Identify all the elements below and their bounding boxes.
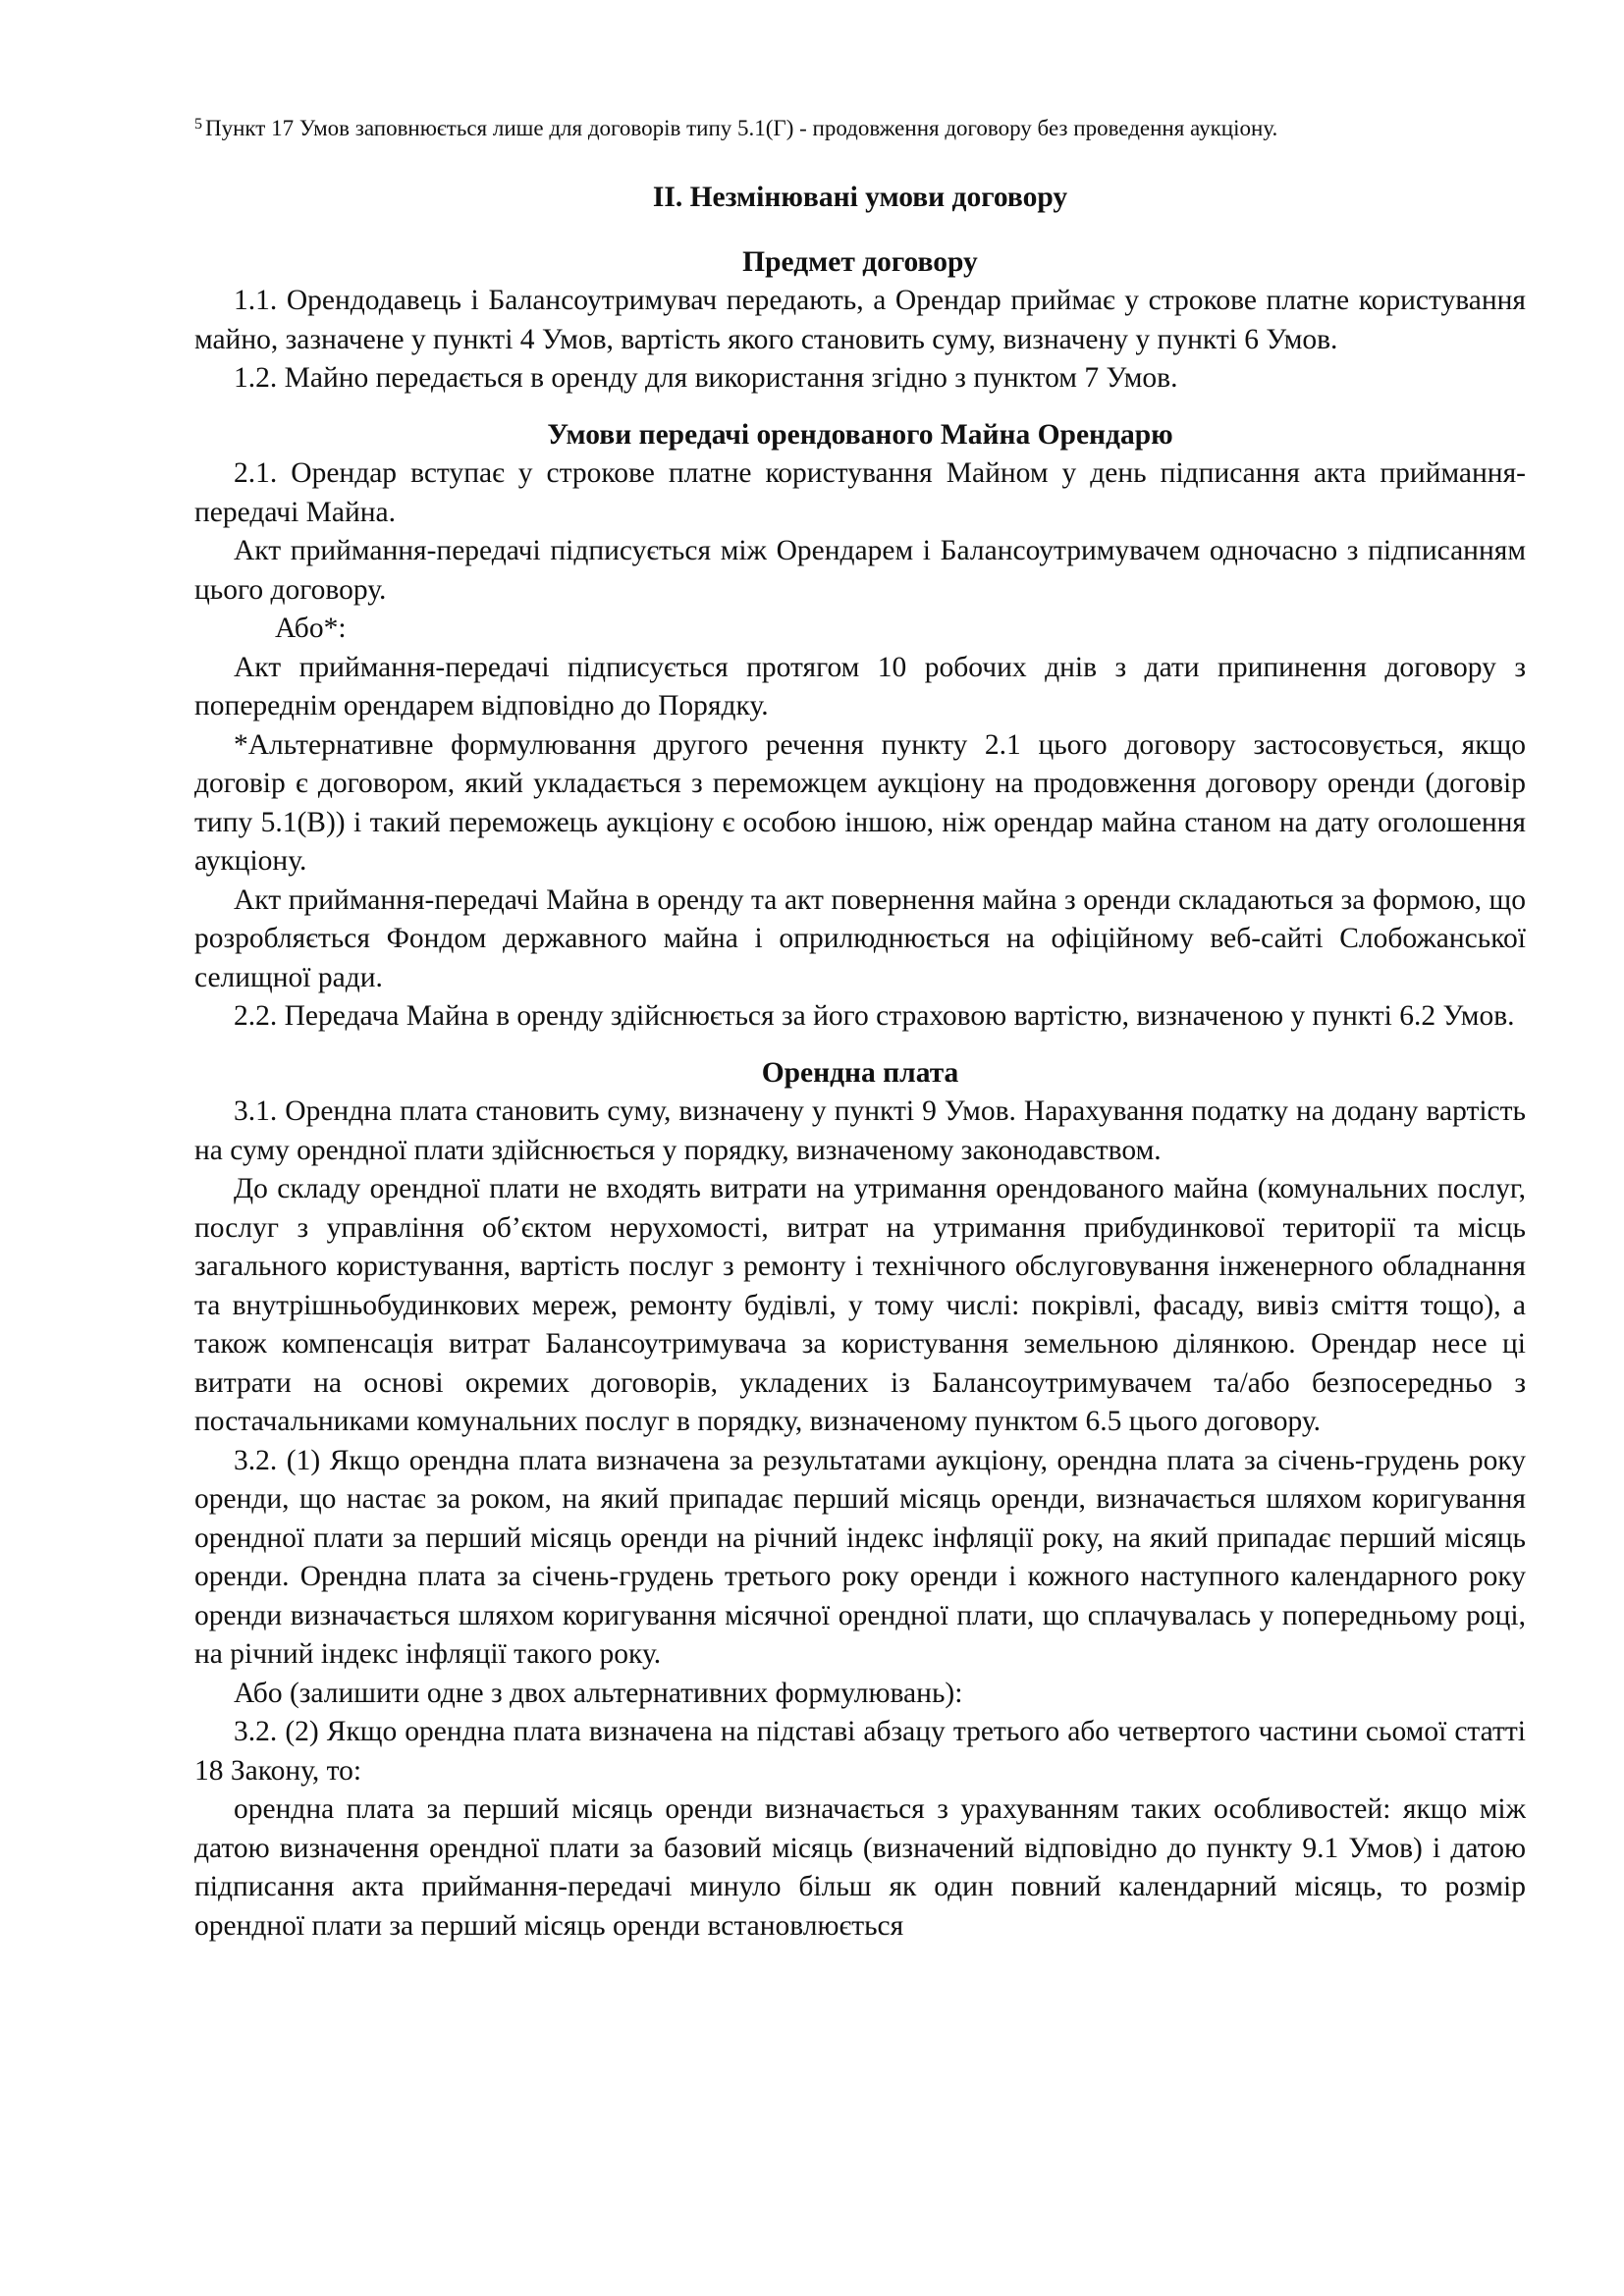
paragraph-3-1: 3.1. Орендна плата становить суму, визначену у пункті 9 Умов. Нарахування податку на додану вартість на суму орендної плати здійснюється у порядку, визначеному законодавством. bbox=[194, 1095, 1526, 1166]
paragraph-1-1: 1.1. Орендодавець і Балансоутримувач передають, а Орендар приймає у строкове платне користування майно, зазначене у пункті 4 Умов, вартість якого становить суму, визначену у пункті 6 Умов. bbox=[194, 285, 1526, 355]
paragraph-act-form: Акт приймання-передачі Майна в оренду та акт повернення майна з оренди складаються за формою, що розробляється Фондом державного майна і оприлюднюється на офіційному веб-сайті Слобожанської селищної ради. bbox=[194, 883, 1526, 993]
footnote-marker: 5 bbox=[194, 116, 202, 133]
footnote-text: Пункт 17 Умов заповнюється лише для договорів типу 5.1(Г) - продовження договору без проведення аукціону. bbox=[205, 116, 1278, 140]
paragraph-first-month-rent: орендна плата за перший місяць оренди визначається з урахуванням таких особливостей: якщо між датою визначення орендної плати за базовий місяць (визначений відповідно до пункту 9.1 Умов) і датою підписання акта приймання-передачі минуло більш як один повний календарний місяць, то розмір орендної плати за перший місяць оренди встановлюється bbox=[194, 1793, 1526, 1942]
paragraph-3-2-2: 3.2. (2) Якщо орендна плата визначена на підставі абзацу третього або четвертого частини сьомої статті 18 Закону, то: bbox=[194, 1716, 1526, 1787]
heading-transfer-conditions: Умови передачі орендованого Майна Орендарю bbox=[547, 418, 1173, 451]
section-title: ІІ. Незмінювані умови договору bbox=[652, 182, 1068, 213]
paragraph-act-signing: Акт приймання-передачі підписується між Орендарем і Балансоутримувачем одночасно з підписанням цього договору. bbox=[194, 535, 1526, 606]
paragraph-alternative-note: *Альтернативне формулювання другого речення пункту 2.1 цього договору застосовується, якщо договір є договором, який укладається з переможцем аукціону на продовження договору оренди (договір типу 5.1(В)) і такий переможець аукціону є особою іншою, ніж орендар майна станом на дату оголошення аукціону. bbox=[194, 728, 1526, 877]
paragraph-or: Або*: bbox=[275, 613, 347, 644]
paragraph-or-alternative: Або (залишити одне з двох альтернативних формулювань): bbox=[234, 1677, 963, 1709]
paragraph-3-2-1: 3.2. (1) Якщо орендна плата визначена за результатами аукціону, орендна плата за січень-грудень року оренди, що настає за роком, на який припадає перший місяць оренди, визначається шляхом коригування орендної плати за перший місяць оренди на річний індекс інфляції року, на який припадає перший місяць оренди. Орендна плата за січень-грудень третього року оренди і кожного наступного календарного року оренди визначається шляхом коригування місячної орендної плати, що сплачувалась у попередньому році, на річний індекс інфляції такого року. bbox=[194, 1444, 1526, 1670]
paragraph-1-2: 1.2. Майно передається в оренду для використання згідно з пунктом 7 Умов. bbox=[234, 362, 1178, 394]
paragraph-act-alternative: Акт приймання-передачі підписується протягом 10 робочих днів з дати припинення договору з попереднім орендарем відповідно до Порядку. bbox=[194, 651, 1526, 721]
paragraph-2-1: 2.1. Орендар вступає у строкове платне користування Майном у день підписання акта приймання-передачі Майна. bbox=[194, 457, 1526, 528]
heading-subject: Предмет договору bbox=[742, 245, 978, 278]
heading-rent: Орендна плата bbox=[761, 1056, 959, 1089]
paragraph-2-2: 2.2. Передача Майна в оренду здійснюється за його страховою вартістю, визначеною у пункті 6.2 Умов. bbox=[234, 1000, 1515, 1032]
paragraph-rent-exclusions: До складу орендної плати не входять витрати на утримання орендованого майна (комунальних послуг, послуг з управління об’єктом нерухомості, витрат на утримання прибудинкової території та місць загального користування, вартість послуг з ремонту і технічного обслуговування інженерного обладнання та внутрішньобудинкових мереж, ремонту будівлі, у тому числі: покрівлі, фасаду, вивіз сміття тощо), а також компенсація витрат Балансоутримувача за користування земельною ділянкою. Орендар несе ці витрати на основі окремих договорів, укладених із Балансоутримувачем та/або безпосередньо з постачальниками комунальних послуг в порядку, визначеному пунктом 6.5 цього договору. bbox=[194, 1173, 1526, 1437]
document-page bbox=[194, 110, 1526, 1946]
footnote bbox=[194, 110, 1526, 143]
